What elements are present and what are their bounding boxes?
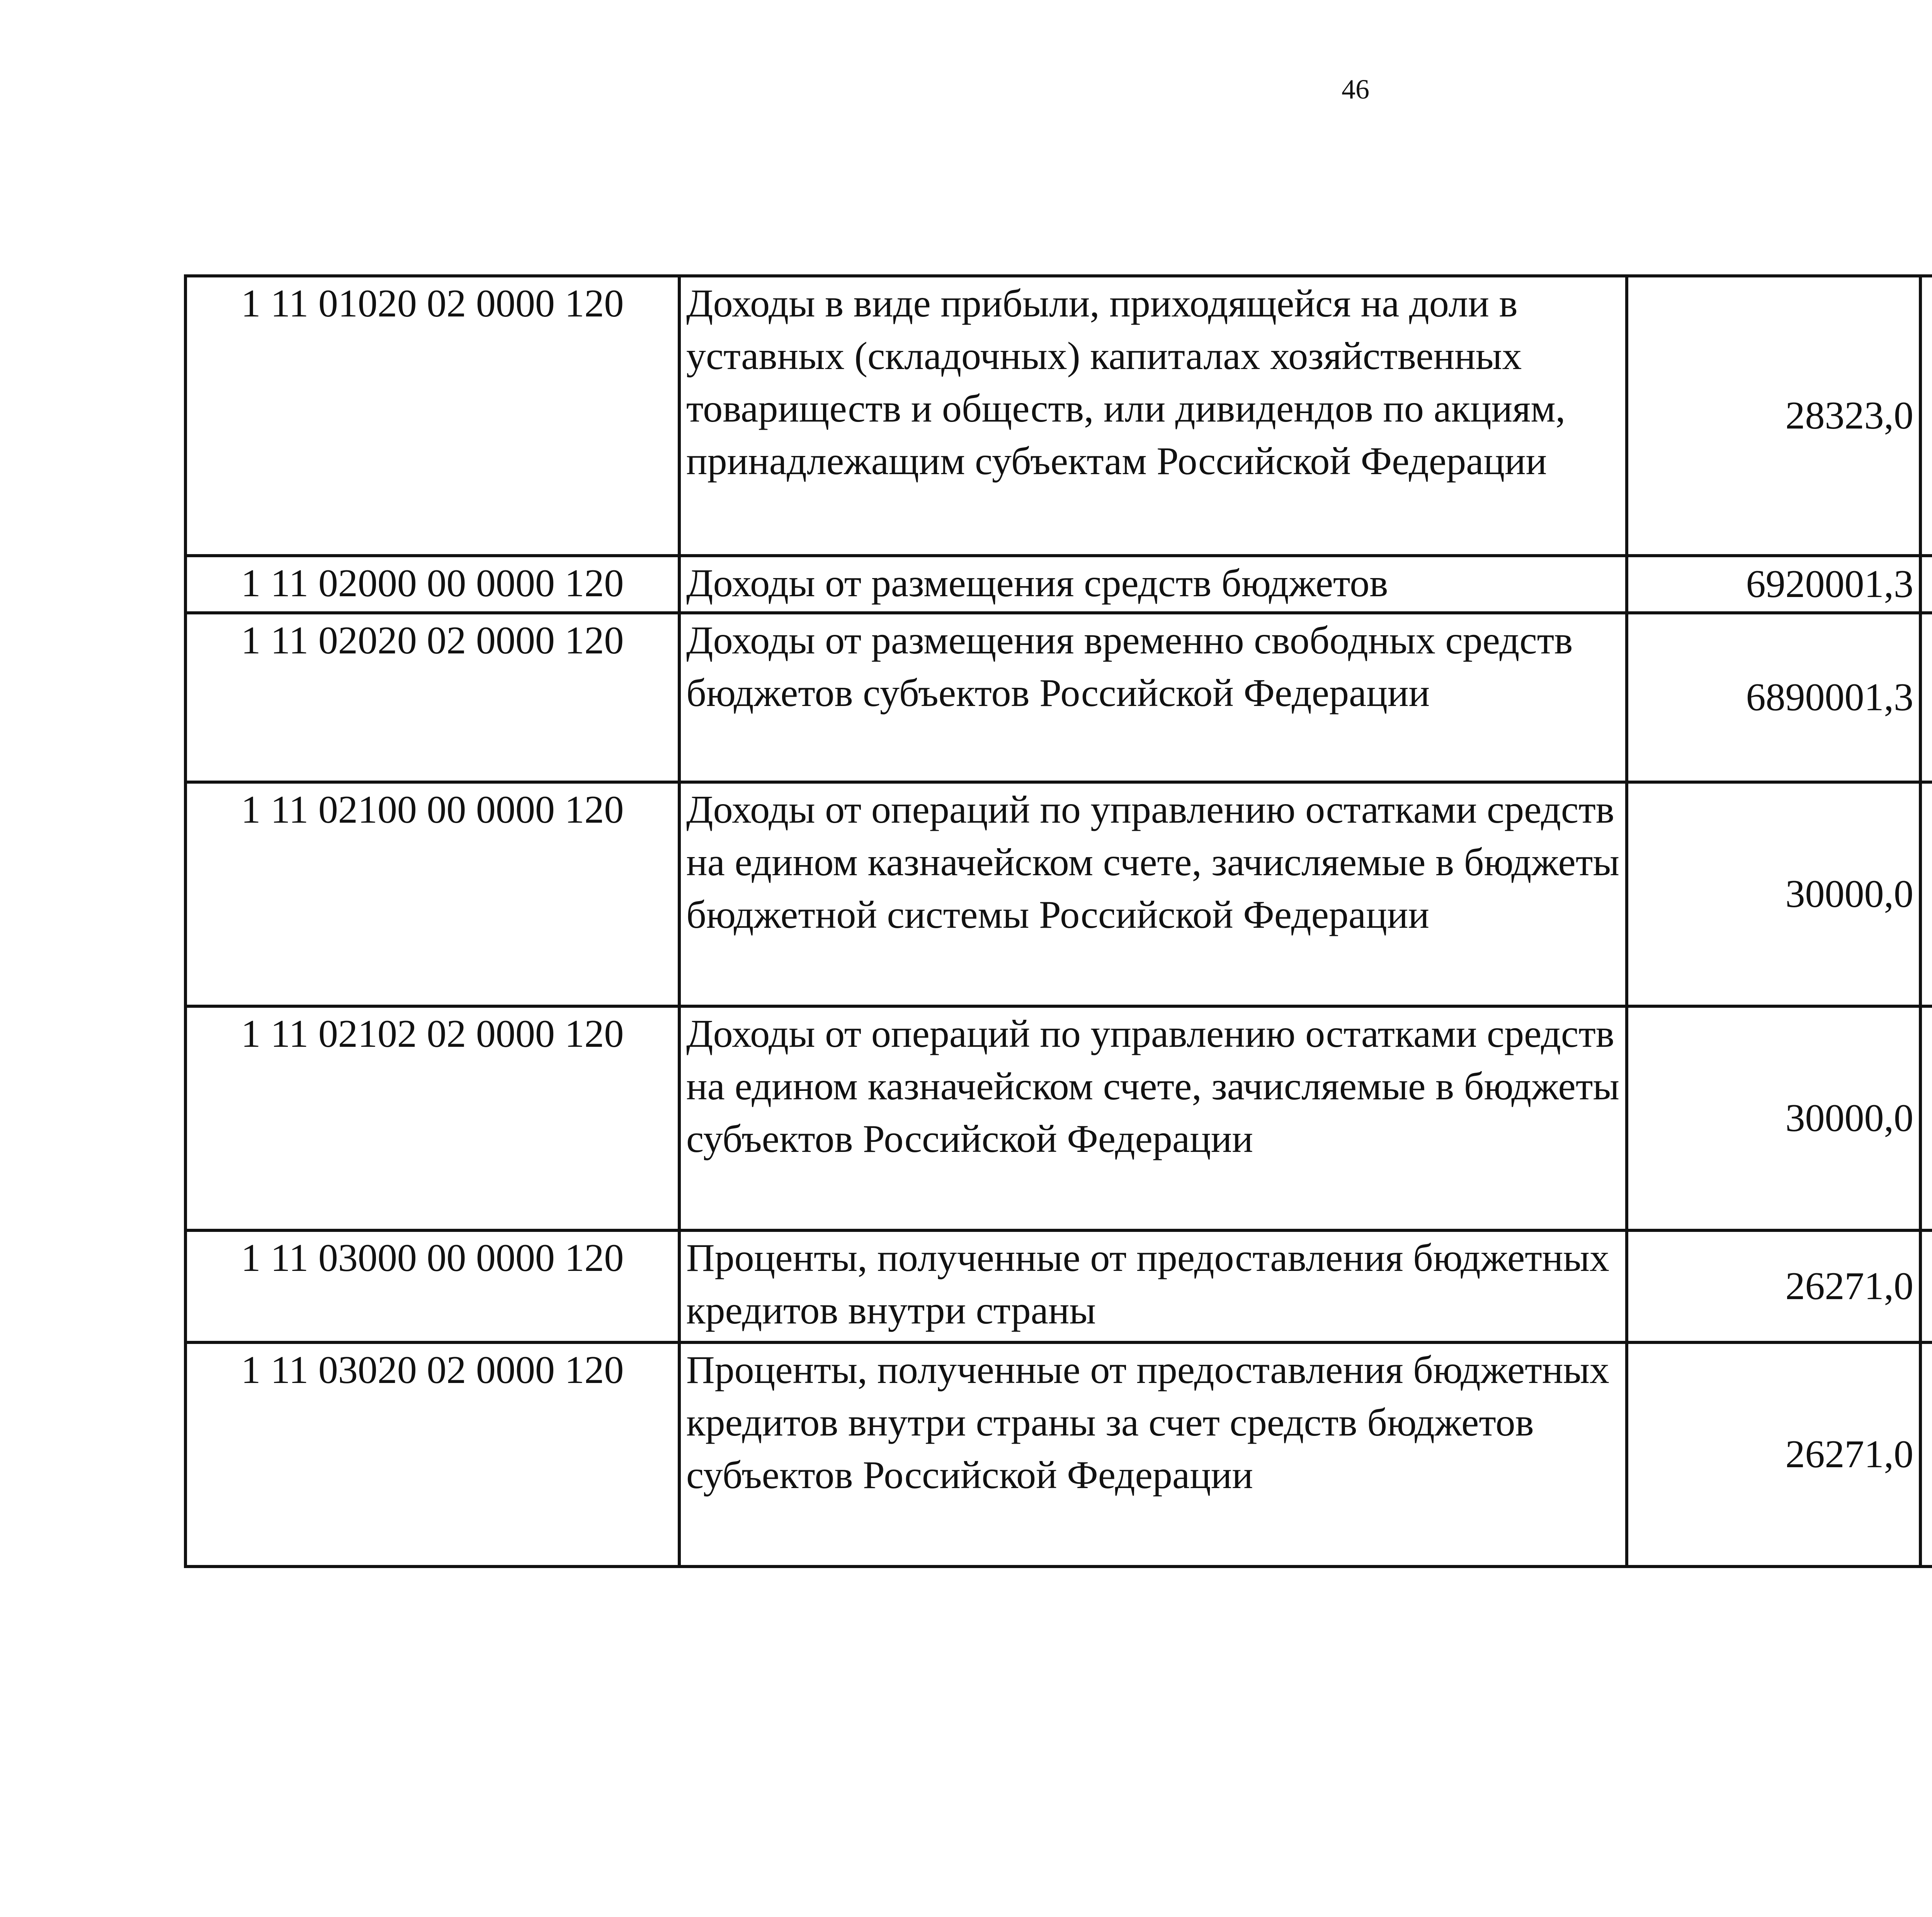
- amount-cell-1: 30000,0: [1627, 782, 1920, 1006]
- amount-cell-1: 26271,0: [1627, 1342, 1920, 1567]
- table-row: [185, 556, 1932, 613]
- revenue-code-cell: 1 11 03000 00 0000 120: [185, 1230, 679, 1342]
- amount-cell-1: 6920001,3: [1627, 556, 1920, 613]
- revenue-name-cell: Доходы от размещения средств бюджетов: [679, 556, 1627, 613]
- revenue-code-cell: 1 11 02020 02 0000 120: [185, 613, 679, 782]
- table-row: [185, 276, 1932, 556]
- revenue-code-cell: 1 11 02102 02 0000 120: [185, 1006, 679, 1230]
- table-row: [185, 782, 1932, 1006]
- amount-cell-1: 28323,0: [1627, 276, 1920, 556]
- revenue-code-cell: 1 11 02100 00 0000 120: [185, 782, 679, 1006]
- revenue-name-cell: Проценты, полученные от предоставления бюджетных кредитов внутри страны: [679, 1230, 1627, 1342]
- table-row: [185, 1342, 1932, 1567]
- revenue-name-cell: Доходы в виде прибыли, приходящейся на доли в уставных (складочных) капиталах хозяйственных товариществ и обществ, или дивидендов по акциям, принадлежащим субъектам Российской Федерации: [679, 276, 1627, 556]
- budget-revenue-table: [184, 274, 1932, 1568]
- page-number: 46: [1342, 74, 1369, 105]
- amount-cell-2: [1920, 1342, 1932, 1567]
- revenue-code-cell: 1 11 02000 00 0000 120: [185, 556, 679, 613]
- amount-cell-2: [1920, 556, 1932, 613]
- amount-cell-2: [1920, 1230, 1932, 1342]
- amount-cell-2: [1920, 613, 1932, 782]
- revenue-name-cell: Доходы от операций по управлению остатками средств на едином казначейском счете, зачисляемые в бюджеты бюджетной системы Российской Федерации: [679, 782, 1627, 1006]
- table-row: [185, 1006, 1932, 1230]
- table-row: [185, 1230, 1932, 1342]
- amount-cell-1: 26271,0: [1627, 1230, 1920, 1342]
- amount-cell-2: [1920, 276, 1932, 556]
- revenue-name-cell: Доходы от размещения временно свободных средств бюджетов субъектов Российской Федерации: [679, 613, 1627, 782]
- revenue-code-cell: 1 11 03020 02 0000 120: [185, 1342, 679, 1567]
- amount-cell-2: [1920, 782, 1932, 1006]
- revenue-code-cell: 1 11 01020 02 0000 120: [185, 276, 679, 556]
- revenue-name-cell: Доходы от операций по управлению остатками средств на едином казначейском счете, зачисляемые в бюджеты субъектов Российской Федерации: [679, 1006, 1627, 1230]
- table-row: [185, 613, 1932, 782]
- amount-cell-2: [1920, 1006, 1932, 1230]
- amount-cell-1: 6890001,3: [1627, 613, 1920, 782]
- revenue-name-cell: Проценты, полученные от предоставления бюджетных кредитов внутри страны за счет средств бюджетов субъектов Российской Федерации: [679, 1342, 1627, 1567]
- amount-cell-1: 30000,0: [1627, 1006, 1920, 1230]
